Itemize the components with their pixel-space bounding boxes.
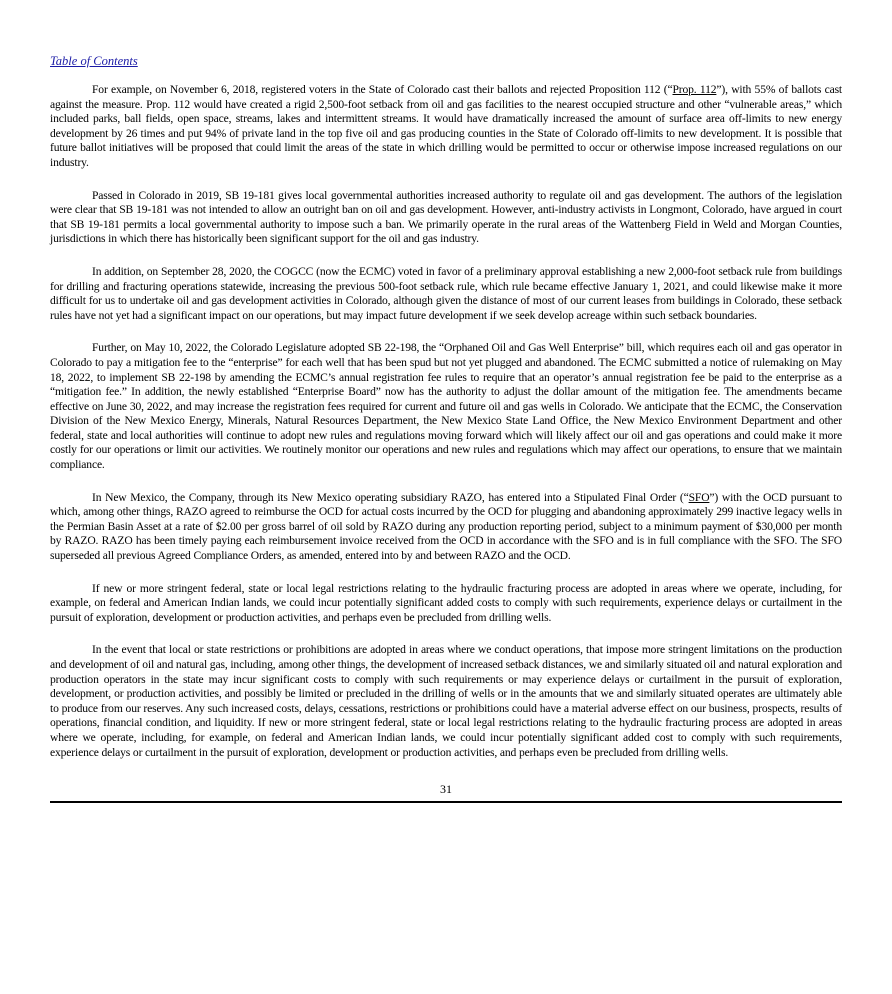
page-number: 31 — [440, 782, 452, 797]
defined-term-prop-112: Prop. 112 — [672, 83, 717, 96]
paragraph-setback-rule: In addition, on September 28, 2020, the COGCC (now the ECMC) voted in favor of a preliminary approval establishing a new 2,000-foot setback rule from buildings for drilling and fracturing operations statewide, increasing the previous 500-foot setback rule, which rule became effective January 1, 2021, and could likewise make it more difficult for us to undertake oil and gas development activities in Colorado, although given the distance of most of our current leases from buildings in Colorado, these setback rules have not yet had a significant impact on our operations, but may impact future development if we seek develop acreage within such setback boundaries. — [50, 264, 842, 322]
paragraph-sb-19-181: Passed in Colorado in 2019, SB 19-181 gives local governmental authorities increased authority to regulate oil and gas development. The authors of the legislation were clear that SB 19-181 was not intended to allow an outright ban on oil and gas development. However, anti-industry activists in Longmont, Colorado, have argued in court that SB 19-181 permits a local governmental authority to impose such a ban. We primarily operate in the rural areas of the Wattenberg Field in Weld and Morgan Counties, jurisdictions in which there has historically been significant support for the oil and gas industry. — [50, 188, 842, 246]
paragraph-text: For example, on November 6, 2018, registered voters in the State of Colorado cast their ballots and rejected Proposition 112 (“ — [92, 83, 673, 96]
paragraph-text: ”), with 55% of ballots cast against the measure. Prop. 112 would have created a rigid 2,500-foot setback from oil and gas facilities to the nearest occupied structure and other “vulnerable areas,” which included parks, ball fields, open space, streams, lakes and intermittent streams. It would have dramatically increased the amount of surface area off-limits to new energy development by 26 times and put 94% of private land in the top five oil and gas producing counties in the State of Colorado off-limits to new development. It is possible that future ballot initiatives will be proposed that could limit the areas of the state in which drilling would be permitted to occur or otherwise impose increased regulations on our industry. — [50, 83, 842, 169]
paragraph-prop-112 — [50, 83, 842, 171]
document-page — [50, 52, 842, 796]
paragraph-new-mexico-sfo — [50, 491, 842, 564]
table-of-contents-link[interactable]: Table of Contents — [50, 54, 138, 68]
paragraph-hydraulic-fracturing: If new or more stringent federal, state or local legal restrictions relating to the hydraulic fracturing process are adopted in areas where we operate, including, for example, on federal and American Indian lands, we could incur potentially significant added costs to comply with such requirements, experience delays or curtailment in the pursuit of exploration, development or production activities, and perhaps even be precluded from drilling wells. — [50, 581, 842, 624]
paragraph-text: ”) with the OCD pursuant to which, among other things, RAZO agreed to reimburse the OCD for actual costs incurred by the OCD for plugging and abandoning approximately 299 inactive legacy wells in the Permian Basin Asset at a rate of $2.00 per gross barrel of oil sold by RAZO during any production reporting period, subject to a minimum payment of $30,000 per month by RAZO. RAZO has been timely paying each reimbursement invoice received from the OCD in accordance with the SFO and is in full compliance with the SFO. The SFO superseded all previous Agreed Compliance Orders, as amended, entered into by and between RAZO and the OCD. — [50, 490, 842, 563]
paragraph-local-restrictions: In the event that local or state restrictions or prohibitions are adopted in areas where we conduct operations, that impose more stringent limitations on the production and development of oil and natural gas, including, among other things, the development of increased setback distances, we and similarly situated oil and natural exploration and production operators in the state may incur significant costs to comply with such requirements or may experience delays or curtailment in the pursuit of exploration, development, or production activities, and possibly be limited or precluded in the drilling of wells or in the amounts that we and similarly situated operates are ultimately able to produce from our reserves. Any such increased costs, delays, cessations, restrictions or prohibitions could have a material adverse effect on our business, prospects, results of operations, financial condition, and liquidity. If new or more stringent federal, state or local legal restrictions relating to the hydraulic fracturing process are adopted in areas where we operate, including, for example, on federal and American Indian lands, we could incur potentially significant added cost to comply with such requirements, experience delays or curtailment in the pursuit of exploration, development or production activities, and perhaps even be precluded from drilling wells. — [50, 643, 842, 759]
paragraph-text: In New Mexico, the Company, through its New Mexico operating subsidiary RAZO, has entered into a Stipulated Final Order (“ — [92, 490, 689, 504]
defined-term-sfo: SFO — [688, 490, 710, 504]
footer-divider — [50, 801, 842, 803]
paragraph-sb-22-198: Further, on May 10, 2022, the Colorado Legislature adopted SB 22-198, the “Orphaned Oil and Gas Well Enterprise” bill, which requires each oil and gas operator in Colorado to pay a mitigation fee to the “enterprise” for each well that has been spud but not yet plugged and abandoned. The ECMC submitted a notice of rulemaking on May 18, 2022, to implement SB 22-198 by amending the ECMC’s annual registration fee rules to require that an operator’s annual registration fee be paid to the enterprise as a “mitigation fee.” In addition, the newly established “Enterprise Board” now has the authority to adjust the dollar amount of the mitigation fee. The amendments became effective on June 30, 2022, and may increase the registration fees required for current and future oil and gas wells in Colorado. We anticipate that the ECMC, the Conservation Division of the New Mexico Energy, Minerals, Natural Resources Department, the New Mexico State Land Office, the New Mexico Environment Department and other federal, state and local authorities will continue to adopt new rules and regulations moving forward which will likely affect our oil and gas operations and could make it more costly for our operations or limit our activities. We routinely monitor our operations and new rules and regulations which may affect our operations, to ensure that we maintain compliance. — [50, 341, 842, 472]
